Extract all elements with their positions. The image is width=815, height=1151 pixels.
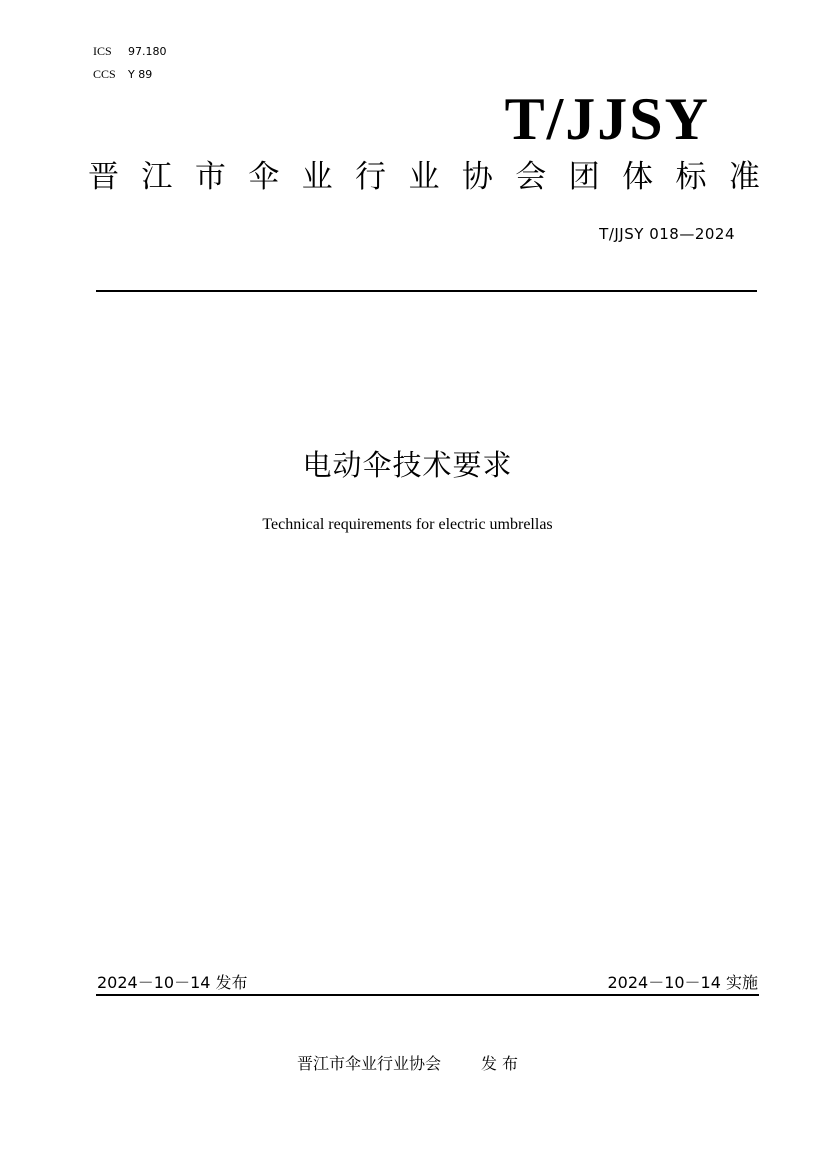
- classification-block: [93, 40, 167, 86]
- std-type-char: 协: [461, 159, 493, 195]
- std-type-char: 江: [141, 159, 173, 195]
- std-type-char: 团: [568, 159, 600, 195]
- std-type-char: 准: [728, 159, 760, 195]
- ccs-value: Y 89: [128, 68, 153, 81]
- publisher-line: [0, 1053, 815, 1075]
- standard-number: T/JJSY 018—2024: [599, 225, 735, 243]
- std-type-char: 体: [622, 159, 654, 195]
- document-title-en: Technical requirements for electric umbrellas: [262, 516, 553, 533]
- footer-divider: [96, 994, 759, 996]
- header-divider: [96, 290, 757, 292]
- std-type-char: 业: [408, 159, 440, 195]
- publisher-name: 晋江市伞业行业协会: [296, 1054, 441, 1073]
- ics-label: ICS: [93, 44, 112, 58]
- ics-value: 97.180: [128, 45, 167, 58]
- std-type-char: 市: [194, 159, 226, 195]
- publisher-action: 发 布: [480, 1054, 519, 1073]
- publish-date: 2024－10－14 发布: [97, 973, 248, 992]
- std-type-char: 晋: [88, 159, 119, 195]
- implement-date: 2024－10－14 实施: [607, 973, 758, 992]
- std-type-char: 业: [301, 159, 333, 195]
- std-type-char: 会: [515, 159, 547, 195]
- standard-type-title: [88, 155, 760, 199]
- std-type-char: 伞: [248, 159, 280, 195]
- ccs-row: [93, 63, 167, 86]
- document-title-cn: 电动伞技术要求: [302, 448, 513, 482]
- std-type-char: 标: [675, 159, 707, 195]
- ics-row: [93, 40, 167, 63]
- std-type-char: 行: [355, 159, 387, 195]
- standard-code-heading: T/JJSY: [504, 86, 710, 152]
- ccs-label: CCS: [93, 67, 116, 81]
